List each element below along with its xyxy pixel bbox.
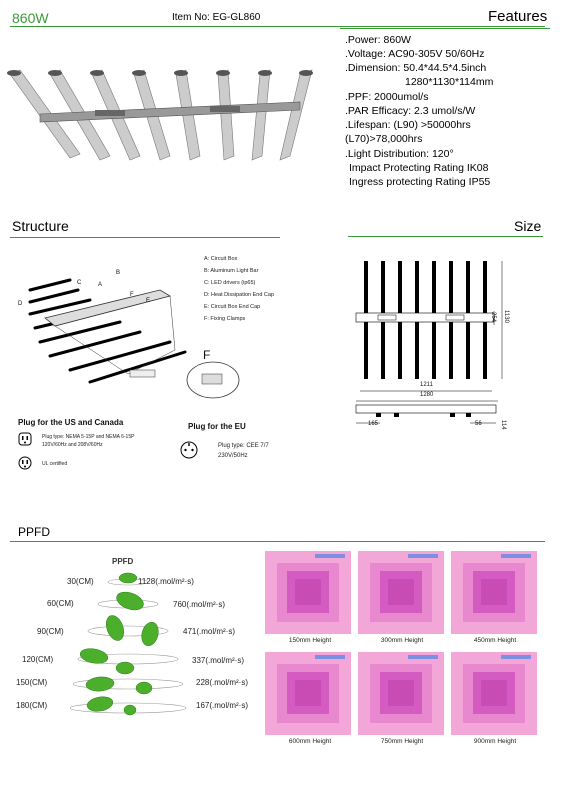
ppfd-height-120: 120(CM)	[22, 655, 54, 664]
ppfd-height-180: 180(CM)	[16, 701, 48, 710]
feature-ip-rating: Ingress protecting Rating IP55	[349, 176, 491, 188]
structure-divider	[10, 237, 280, 238]
structure-legend-e: E: Circuit Box End Cap	[204, 304, 261, 310]
structure-label-f: F	[130, 292, 134, 298]
ppfd-leaf-diagram	[70, 568, 190, 718]
structure-detail-label: F	[203, 348, 211, 362]
item-number: Item No: EG-GL860	[172, 12, 261, 23]
ppfd-diagram-title: PPFD	[112, 557, 134, 566]
plug-eu-icon	[180, 441, 198, 459]
size-divider	[348, 236, 543, 237]
structure-label-d: D	[18, 301, 23, 307]
feature-lifespan-l70: (L70)>78,000hrs	[345, 133, 423, 145]
feature-ppf: .PPF: 2000umol/s	[345, 91, 429, 103]
ppfd-heatmap-5	[358, 652, 444, 735]
feature-power: .Power: 860W	[345, 34, 411, 46]
ppfd-heatmap-1	[265, 551, 351, 634]
ppfd-height-150: 150(CM)	[16, 678, 48, 687]
plug-us-title: Plug for the US and Canada	[18, 418, 124, 427]
heatmap-caption-300: 300mm Height	[380, 637, 424, 644]
plug-eu-type: Plug type: CEE 7/7	[218, 443, 269, 449]
plug-us-type: Plug type: NEMA 5-15P and NEMA 6-15P	[42, 434, 135, 440]
heatmap-caption-600: 600mm Height	[288, 738, 332, 745]
heatmap-caption-750: 750mm Height	[380, 738, 424, 745]
plug-eu-voltage: 230V/50Hz	[218, 453, 248, 459]
ppfd-height-90: 90(CM)	[37, 627, 64, 636]
structure-label-b: B	[116, 270, 121, 276]
plug-us-certification: UL certified	[42, 461, 68, 467]
size-dim-side-left: 165	[368, 421, 379, 427]
ppfd-height-30: 30(CM)	[67, 577, 94, 586]
ppfd-heatmap-2	[358, 551, 444, 634]
plug-eu-title: Plug for the EU	[188, 422, 246, 431]
heatmap-caption-150: 150mm Height	[288, 637, 332, 644]
structure-legend-d: D: Heat Dissipation End Cap	[204, 292, 275, 298]
structure-title: Structure	[12, 218, 69, 234]
heatmap-caption-900: 900mm Height	[473, 738, 517, 745]
ppfd-value-150: 228(.mol/m²·s)	[196, 678, 249, 687]
features-divider	[340, 28, 550, 29]
feature-par-efficacy: .PAR Efficacy: 2.3 umol/s/W	[345, 105, 476, 117]
size-dim-width-outer: 1280	[420, 392, 434, 398]
structure-legend-a: A: Circuit Box	[204, 256, 238, 262]
structure-label-a: A	[98, 282, 103, 288]
ppfd-value-120: 337(.mol/m²·s)	[192, 656, 245, 665]
structure-legend-f: F: Fixing Clamps	[204, 316, 246, 322]
product-image	[0, 64, 330, 164]
ppfd-heatmap-3	[451, 551, 537, 634]
ppfd-height-60: 60(CM)	[47, 599, 74, 608]
features-title: Features	[488, 8, 548, 25]
heatmap-caption-450: 450mm Height	[473, 637, 517, 644]
size-dim-side-right: 56	[475, 421, 482, 427]
ppfd-value-30: 1128(.mol/m²·s)	[138, 577, 194, 586]
feature-dimension-inch: .Dimension: 50.4*44.5*4.5inch	[345, 62, 487, 74]
plug-us-voltage: 120V/60Hz and 208V/60Hz	[42, 442, 103, 448]
size-dim-height-inner: 254	[490, 312, 496, 323]
size-dim-height-outer: 1130	[503, 310, 509, 323]
size-title: Size	[514, 218, 542, 234]
feature-dimension-mm: 1280*1130*114mm	[405, 76, 494, 88]
feature-light-distribution: .Light Distribution: 120°	[345, 148, 454, 160]
size-dim-width-inner: 1211	[420, 382, 433, 388]
ppfd-heatmap-4	[265, 652, 351, 735]
plug-us-icon	[18, 432, 32, 446]
feature-lifespan: .Lifespan: (L90) >50000hrs	[345, 119, 471, 131]
structure-label-e: E	[146, 298, 151, 304]
model-watt: 860W	[12, 10, 49, 26]
plug-us-icon-2	[18, 456, 32, 470]
feature-voltage: .Voltage: AC90-305V 50/60Hz	[345, 48, 485, 60]
ppfd-value-60: 760(.mol/m²·s)	[173, 600, 226, 609]
size-diagram	[350, 255, 510, 440]
ppfd-value-180: 167(.mol/m²·s)	[196, 701, 249, 710]
ppfd-divider	[10, 541, 545, 542]
ppfd-title: PPFD	[18, 525, 51, 539]
header-divider	[10, 26, 545, 27]
feature-ik-rating: Impact Protecting Rating IK08	[349, 162, 489, 174]
structure-legend-c: C: LED drivers (ip65)	[204, 280, 256, 286]
structure-legend-b: B: Aluminum Light Bar	[204, 268, 259, 274]
ppfd-heatmap-6	[451, 652, 537, 735]
size-dim-depth: 114	[500, 420, 506, 430]
structure-label-c: C	[77, 280, 82, 286]
ppfd-value-90: 471(.mol/m²·s)	[183, 627, 236, 636]
